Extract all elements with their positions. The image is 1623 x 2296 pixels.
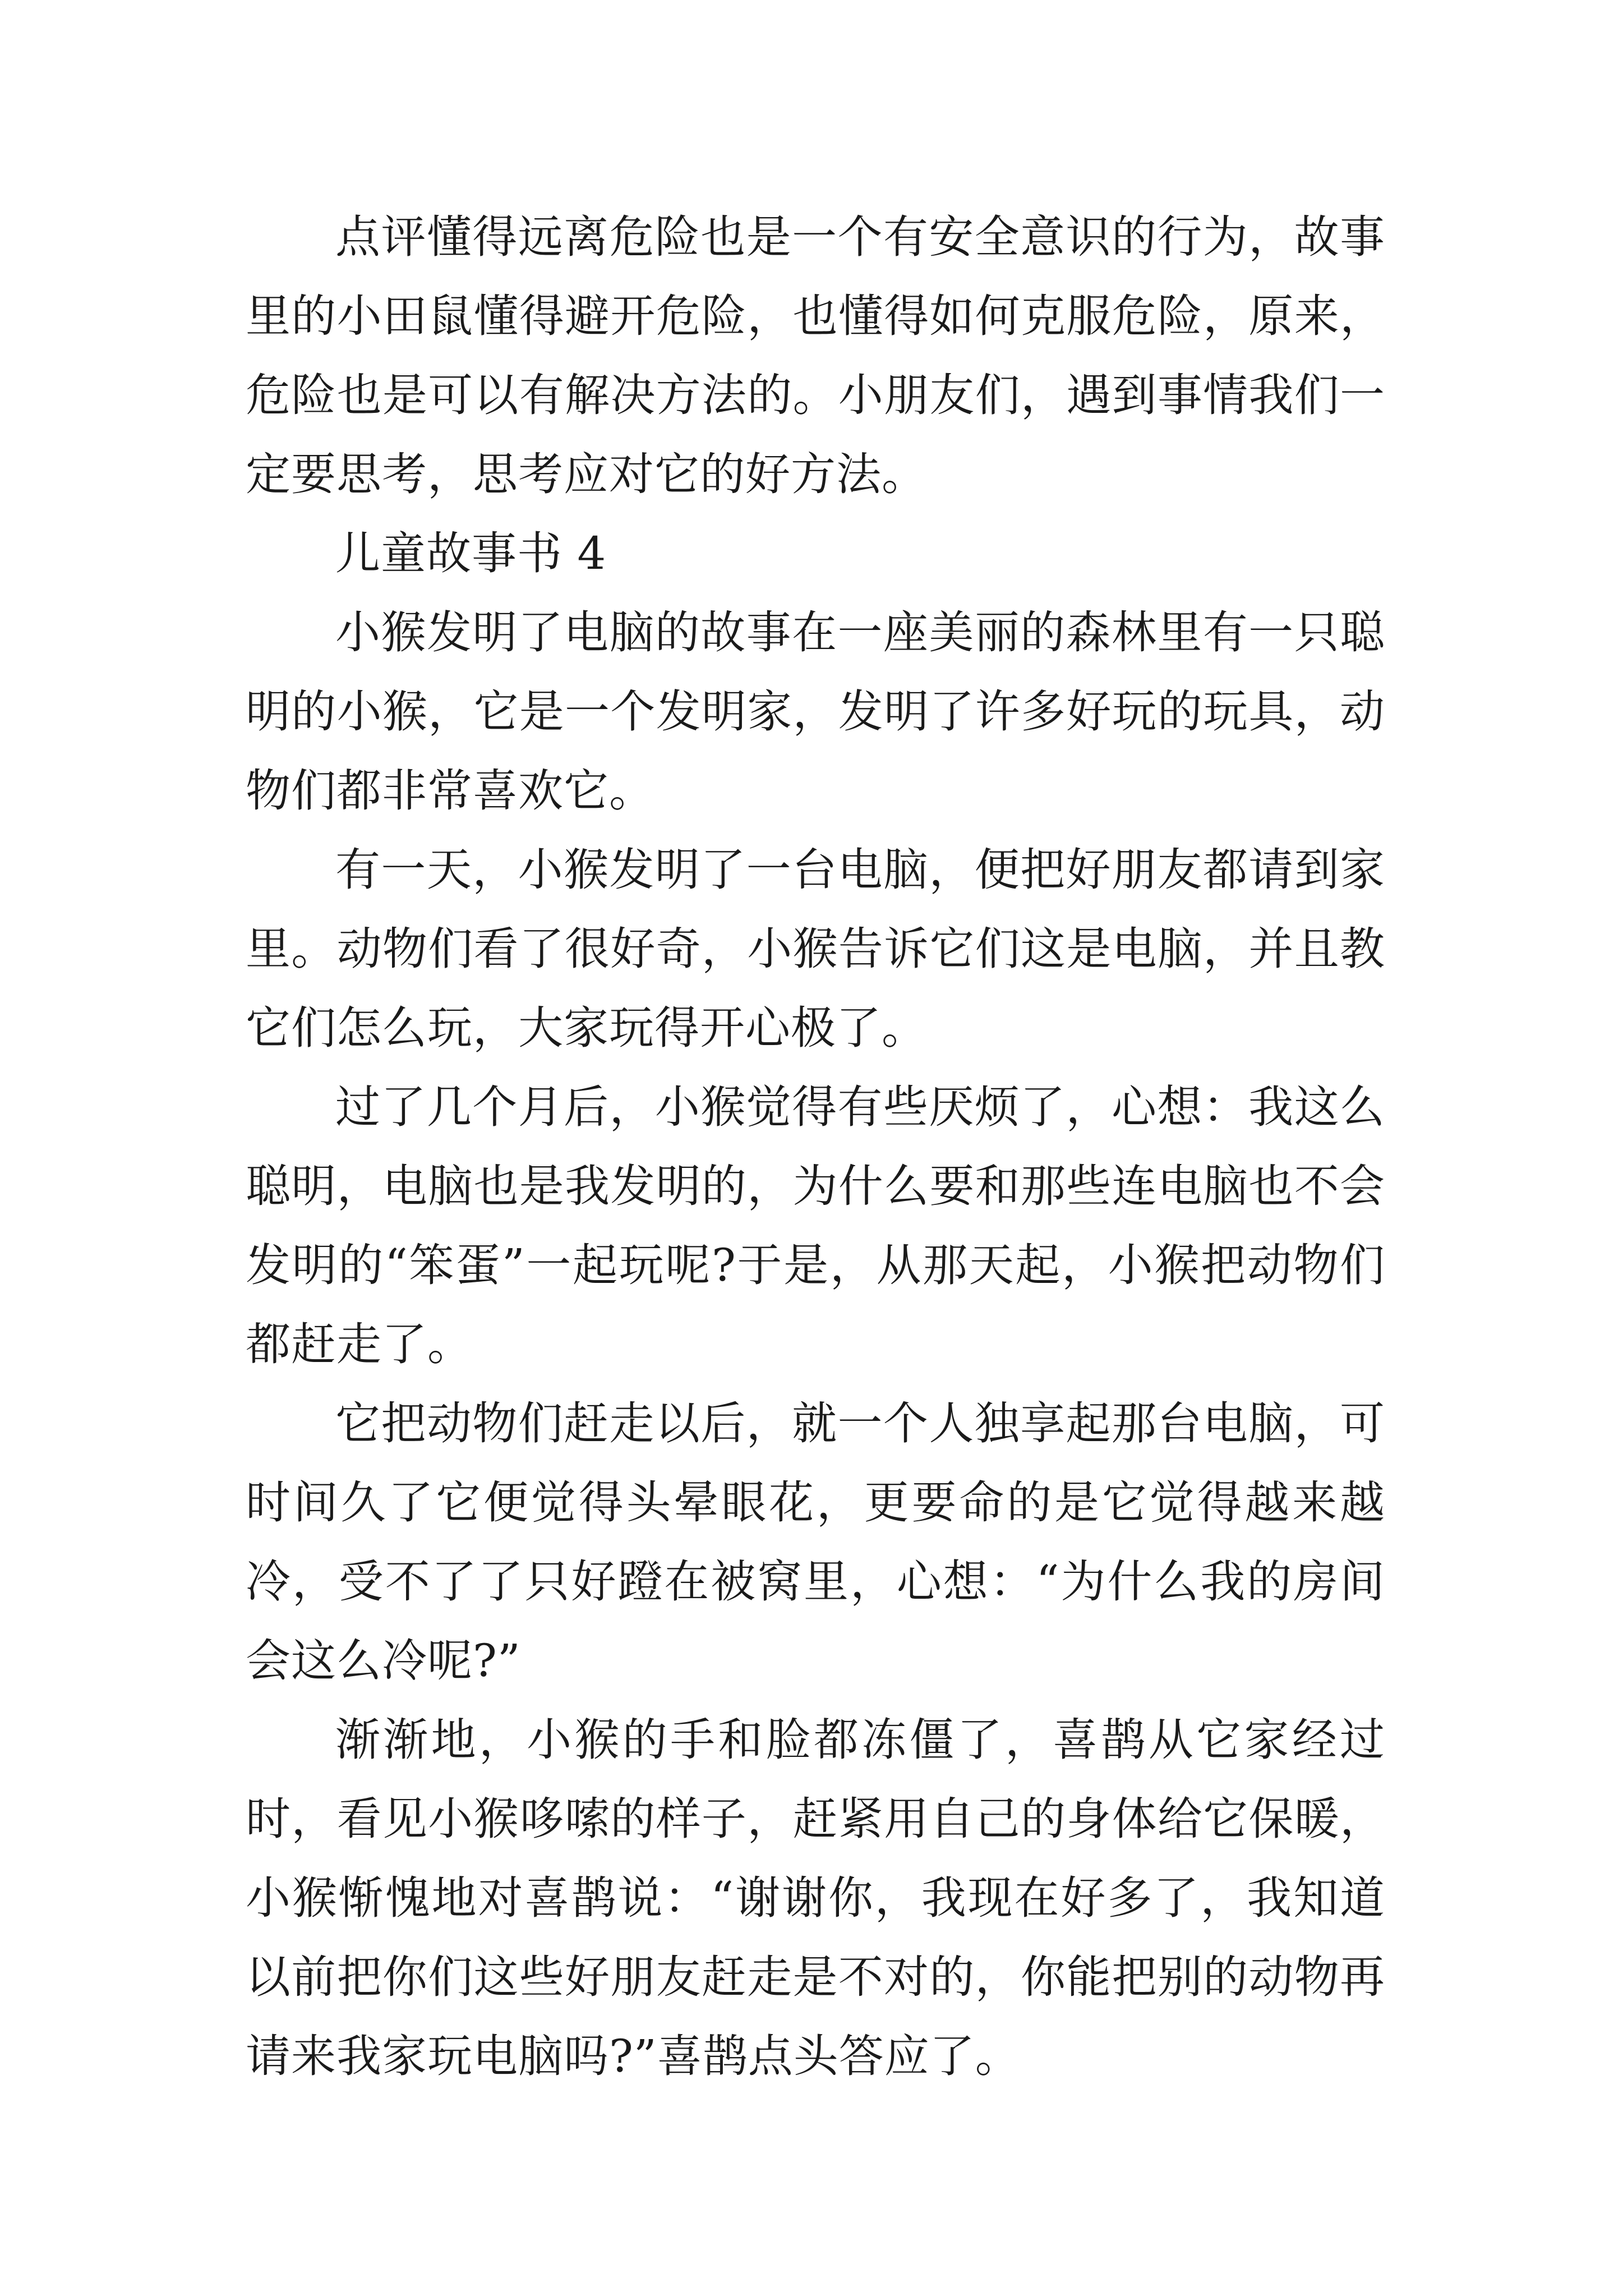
paragraph-story-3: 过了几个月后，小猴觉得有些厌烦了，心想：我这么聪明，电脑也是我发明的，为什么要和那些连电脑也不会发明的“笨蛋”一起玩呢?于是，从那天起，小猴把动物们都赶走了。: [246, 1081, 1385, 1370]
paragraph-story-2: 有一天，小猴发明了一台电脑，便把好朋友都请到家里。动物们看了很好奇，小猴告诉它们这是电脑，并且教它们怎么玩，大家玩得开心极了。: [246, 844, 1385, 1054]
paragraph-story-5: 渐渐地，小猴的手和脸都冻僵了，喜鹊从它家经过时，看见小猴哆嗦的样子，赶紧用自己的身体给它保暖，小猴惭愧地对喜鹊说：“谢谢你，我现在好多了，我知道以前把你们这些好朋友赶走是不对的，你能把别的动物再请来我家玩电脑吗?”喜鹊点头答应了。: [246, 1714, 1385, 2082]
section-heading: 儿童故事书 4: [335, 527, 607, 579]
paragraph-story-4: 它把动物们赶走以后，就一个人独享起那台电脑，可时间久了它便觉得头晕眼花，更要命的是它觉得越来越冷，受不了了只好蹬在被窝里，心想：“为什么我的房间会这么冷呢?”: [246, 1397, 1385, 1687]
document-body: [246, 197, 1385, 2096]
paragraph-story-intro: 小猴发明了电脑的故事在一座美丽的森林里有一只聪明的小猴，它是一个发明家，发明了许多好玩的玩具，动物们都非常喜欢它。: [246, 606, 1385, 817]
paragraph-commentary: 点评懂得远离危险也是一个有安全意识的行为，故事里的小田鼠懂得避开危险，也懂得如何克服危险，原来，危险也是可以有解决方法的。小朋友们，遇到事情我们一定要思考，思考应对它的好方法。: [246, 211, 1385, 500]
